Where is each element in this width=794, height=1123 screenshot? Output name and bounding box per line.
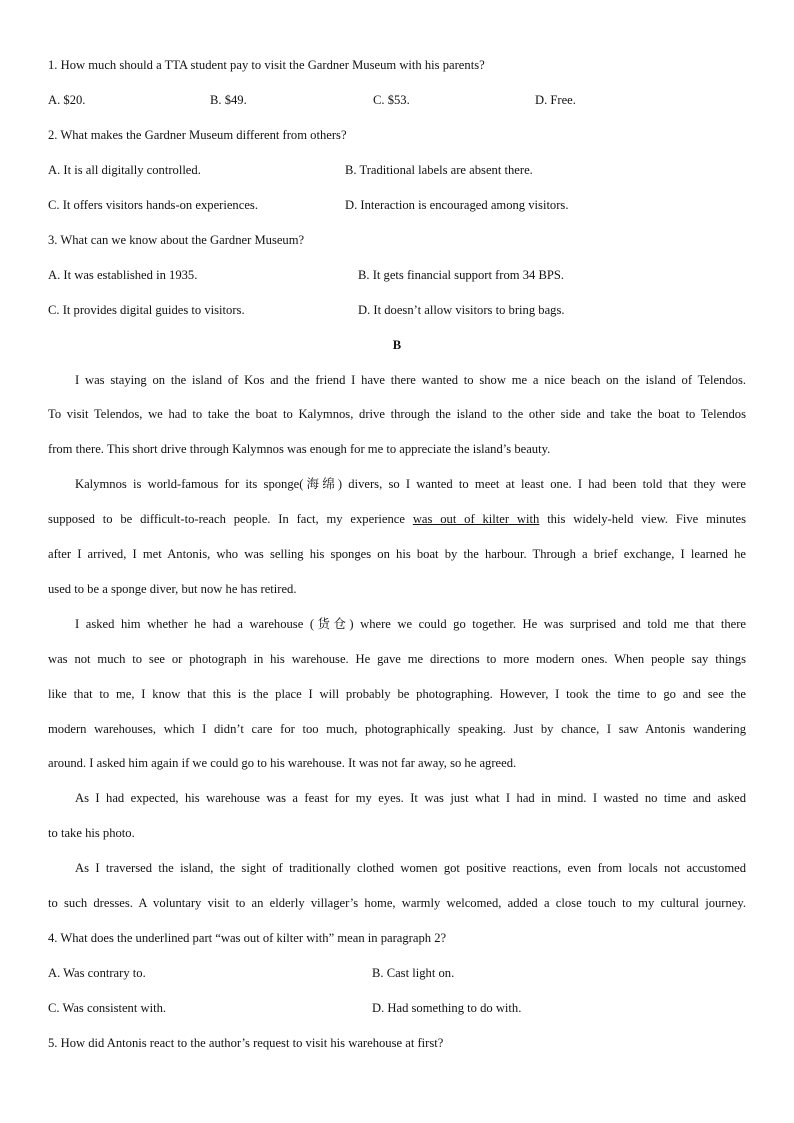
paragraph-3-line-5: around. I asked him again if we could go to his warehouse. It was not far away, so he agreed. [48, 756, 517, 770]
paragraph-3-line-4: modern warehouses, which I didn’t care for too much, photographically speaking. Just by chance, I saw Antonis wandering [48, 722, 746, 736]
paragraph-2-line-4: used to be a sponge diver, but now he has retired. [48, 582, 297, 596]
paragraph-3-line-1: I asked him whether he had a warehouse (货仓) where we could go together. He was surprised and told me that there [75, 617, 746, 631]
paragraph-3-line-3: like that to me, I know that this is the place I will probably be photographing. However, I took the time to go and see the [48, 687, 746, 701]
question-3-option-b: B. It gets financial support from 34 BPS. [358, 268, 565, 282]
question-4-option-a: A. Was contrary to. [48, 966, 146, 980]
question-4-option-c: C. Was consistent with. [48, 1001, 167, 1015]
paragraph-2-line-3: after I arrived, I met Antonis, who was selling his sponges on his boat by the harbour. Through a brief exchange, I learned he [48, 547, 746, 561]
question-2-option-c: C. It offers visitors hands-on experiences. [48, 198, 258, 212]
question-3-option-d: D. It doesn’t allow visitors to bring bags. [358, 303, 565, 317]
question-2-stem: 2. What makes the Gardner Museum different from others? [48, 128, 347, 142]
paragraph-5-line-2: to such dresses. A voluntary visit to an elderly villager’s home, warmly welcomed, added a close touch to my cultural journey. [48, 896, 746, 910]
paragraph-4-line-2: to take his photo. [48, 826, 135, 840]
question-1-option-b: B. $49. [210, 93, 247, 107]
question-3-option-c: C. It provides digital guides to visitors. [48, 303, 245, 317]
question-2-option-b: B. Traditional labels are absent there. [345, 163, 533, 177]
question-4-stem: 4. What does the underlined part “was out of kilter with” mean in paragraph 2? [48, 931, 447, 945]
question-1-option-d: D. Free. [535, 93, 576, 107]
question-3-stem: 3. What can we know about the Gardner Museum? [48, 233, 305, 247]
paragraph-2-line-2 [48, 511, 746, 527]
paragraph-2-text-after-underline: this widely-held view. Five minutes [547, 512, 746, 526]
paragraph-4-line-1: As I had expected, his warehouse was a feast for my eyes. It was just what I had in mind. I wasted no time and asked [75, 791, 746, 805]
question-2-option-a: A. It is all digitally controlled. [48, 163, 201, 177]
paragraph-2-text-before-underline: supposed to be difficult-to-reach people. In fact, my experience [48, 512, 405, 526]
paragraph-5-line-1: As I traversed the island, the sight of traditionally clothed women got positive reactions, even from locals not accustomed [75, 861, 746, 875]
paragraph-1-line-2: To visit Telendos, we had to take the boat to Kalymnos, drive through the island to the other side and take the boat to Telendos [48, 407, 746, 421]
question-3-option-a: A. It was established in 1935. [48, 268, 198, 282]
question-4-option-b: B. Cast light on. [372, 966, 455, 980]
paragraph-1-line-3: from there. This short drive through Kalymnos was enough for me to appreciate the island’s beauty. [48, 442, 551, 456]
question-1-stem: 1. How much should a TTA student pay to visit the Gardner Museum with his parents? [48, 58, 485, 72]
question-1-option-c: C. $53. [373, 93, 410, 107]
question-1-option-a: A. $20. [48, 93, 86, 107]
section-heading: B [392, 338, 402, 352]
question-5-stem: 5. How did Antonis react to the author’s request to visit his warehouse at first? [48, 1036, 444, 1050]
underlined-phrase: was out of kilter with [412, 512, 540, 526]
paragraph-1-line-1: I was staying on the island of Kos and the friend I have there wanted to show me a nice beach on the island of Telendos. [75, 373, 746, 387]
paragraph-2-line-1: Kalymnos is world-famous for its sponge(海绵) divers, so I wanted to meet at least one. I had been told that they were [75, 477, 746, 491]
question-2-option-d: D. Interaction is encouraged among visitors. [345, 198, 569, 212]
question-4-option-d: D. Had something to do with. [372, 1001, 522, 1015]
paragraph-3-line-2: was not much to see or photograph in his warehouse. He gave me directions to more modern ones. When people say things [48, 652, 746, 666]
